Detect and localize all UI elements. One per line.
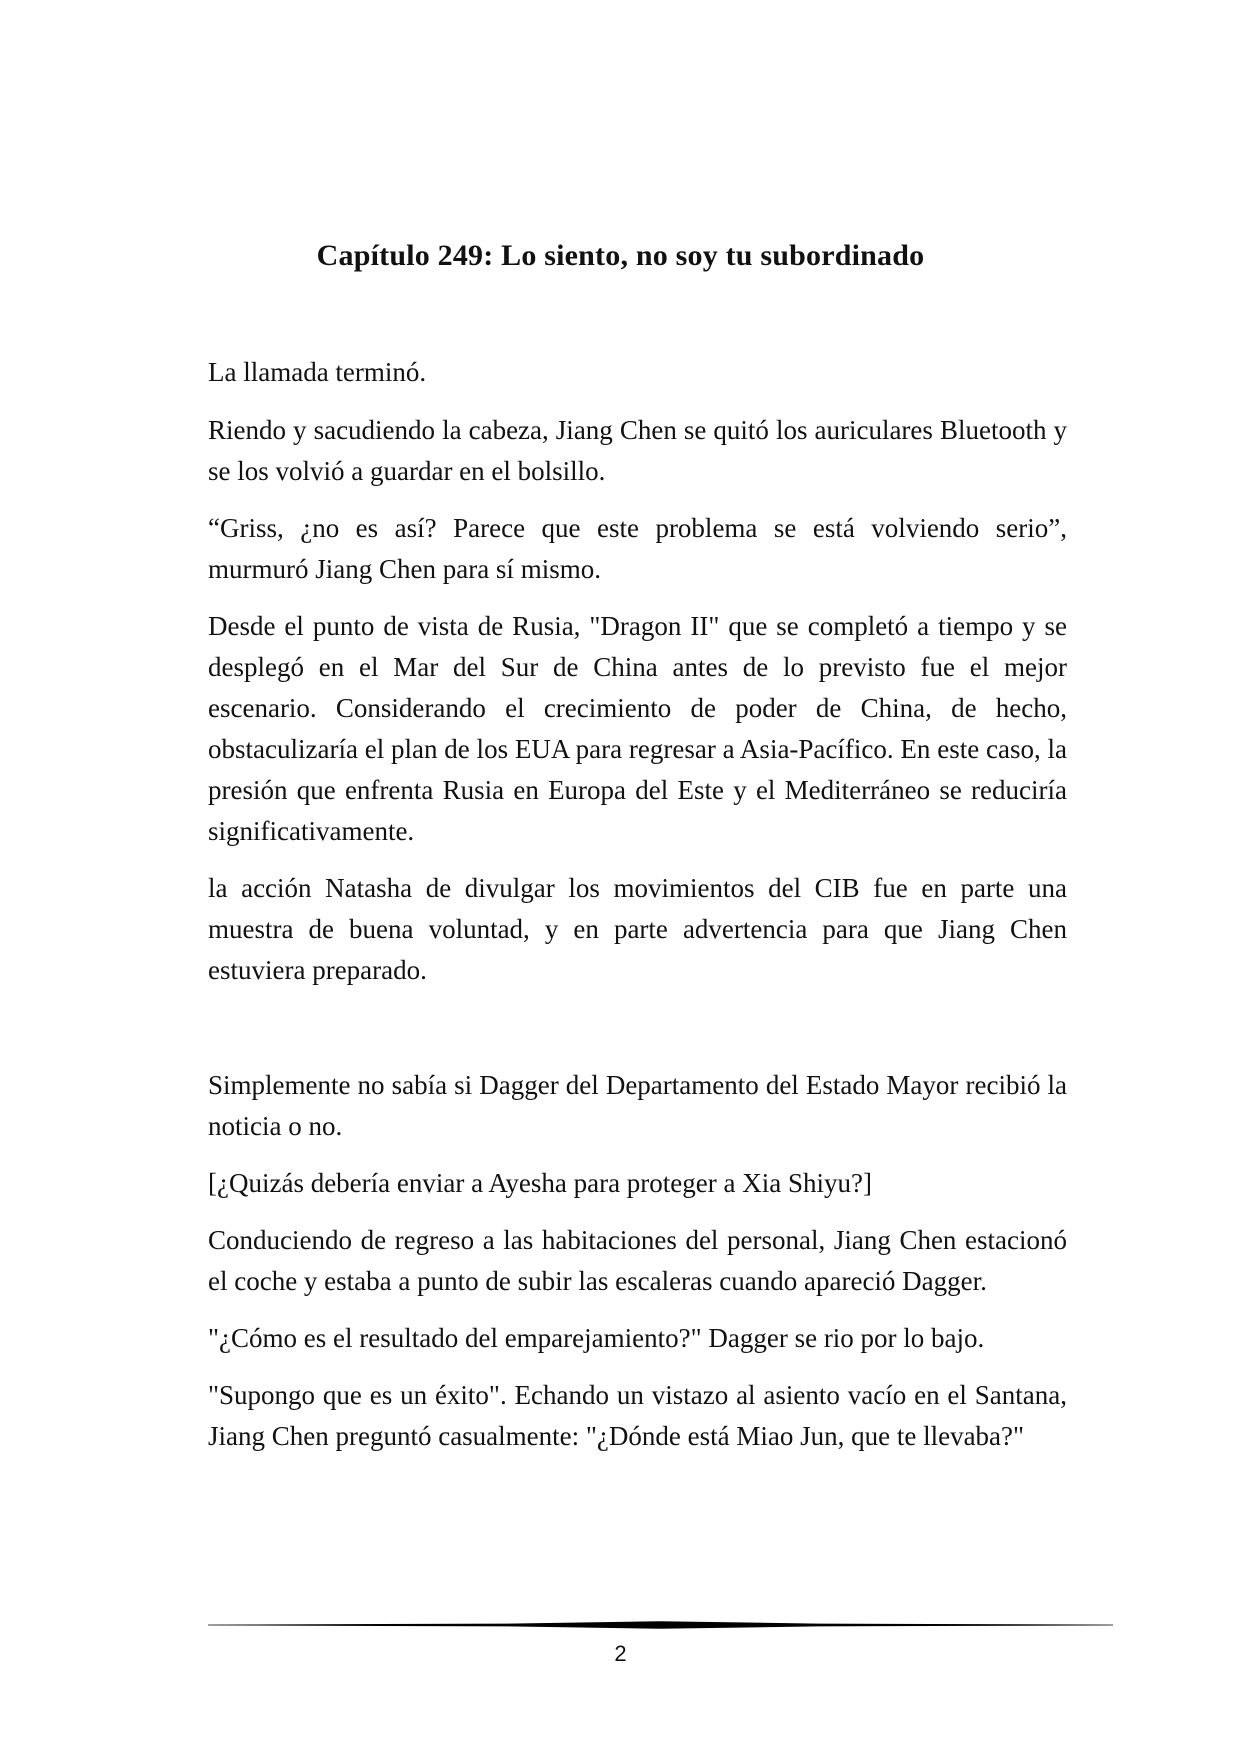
paragraph: "Supongo que es un éxito". Echando un vistazo al asiento vacío en el Santana, Jiang Chen preguntó casualmente: "¿Dónde está Miao Jun, que te llevaba?" xyxy=(208,1380,1067,1451)
chapter-body xyxy=(208,352,1067,1473)
paragraph: Riendo y sacudiendo la cabeza, Jiang Chen se quitó los auriculares Bluetooth y se los volvió a guardar en el bolsillo. xyxy=(208,415,1067,486)
paragraph: Desde el punto de vista de Rusia, "Dragon II" que se completó a tiempo y se desplegó en el Mar del Sur de China antes de lo previsto fue el mejor escenario. Considerando el crecimiento de poder de China, de hecho, obstaculizaría el plan de los EUA para regresar a Asia-Pacífico. En este caso, la presión que enfrenta Rusia en Europa del Este y el Mediterráneo se reduciría significativamente. xyxy=(208,611,1067,846)
footer-divider xyxy=(208,1620,1113,1630)
page-number: 2 xyxy=(614,1641,627,1666)
paragraph: [¿Quizás debería enviar a Ayesha para proteger a Xia Shiyu?] xyxy=(208,1168,872,1198)
paragraph: Simplemente no sabía si Dagger del Departamento del Estado Mayor recibió la noticia o no. xyxy=(208,1070,1067,1141)
paragraph: “Griss, ¿no es así? Parece que este problema se está volviendo serio”, murmuró Jiang Chen para sí mismo. xyxy=(208,513,1067,584)
paragraph: La llamada terminó. xyxy=(208,357,427,387)
paragraph: "¿Cómo es el resultado del emparejamiento?" Dagger se rio por lo bajo. xyxy=(208,1323,985,1353)
paragraph: Conduciendo de regreso a las habitaciones del personal, Jiang Chen estacionó el coche y estaba a punto de subir las escaleras cuando apareció Dagger. xyxy=(208,1225,1067,1296)
paragraph: la acción Natasha de divulgar los movimientos del CIB fue en parte una muestra de buena voluntad, y en parte advertencia para que Jiang Chen estuviera preparado. xyxy=(208,873,1067,985)
chapter-title: Capítulo 249: Lo siento, no soy tu subordinado xyxy=(316,239,925,272)
